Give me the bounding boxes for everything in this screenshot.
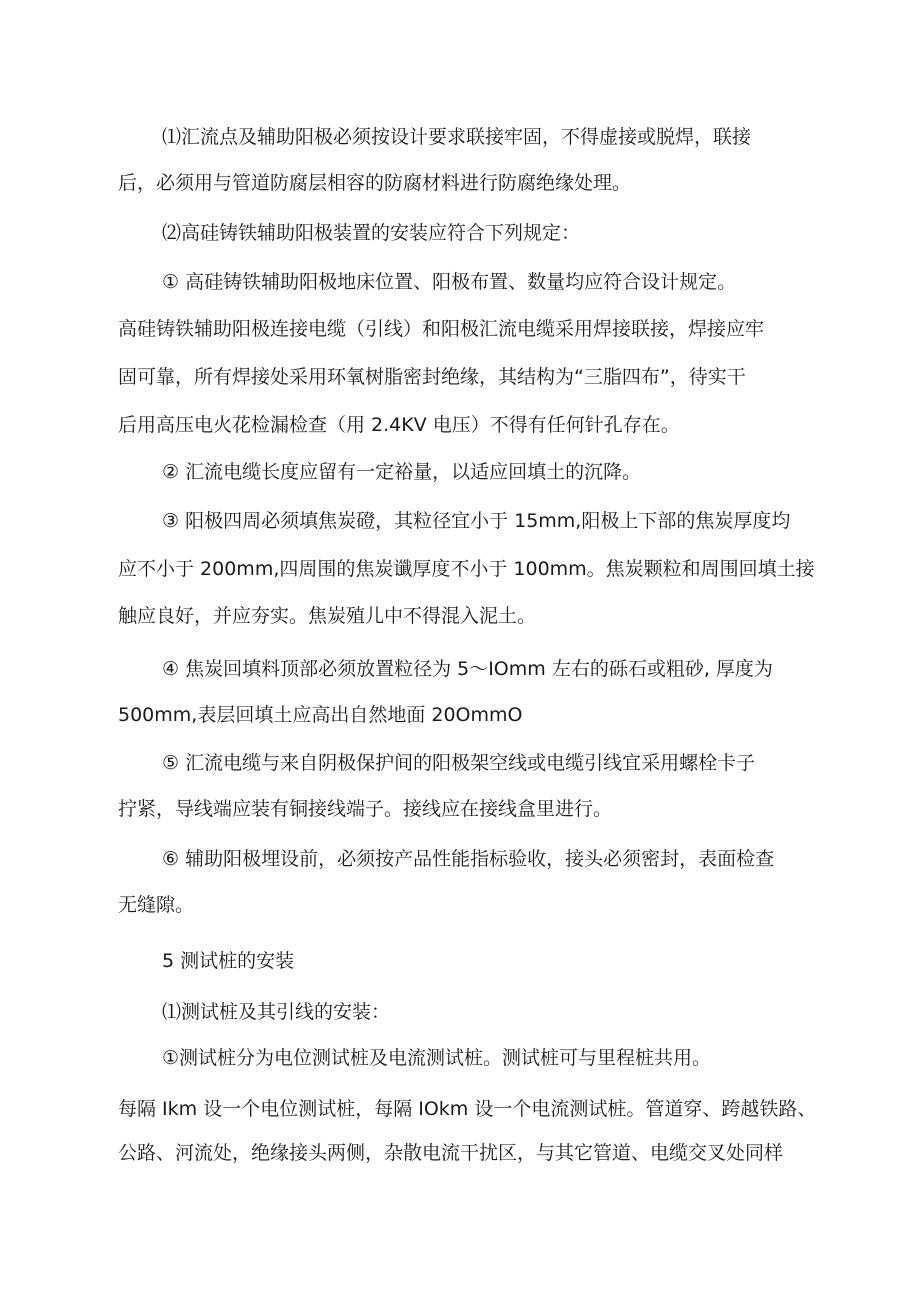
- text-line: 后，必须用与管道防腐层相容的防腐材料进行防腐绝缘处理。: [118, 172, 632, 194]
- section-heading: 5 测试桩的安装: [162, 950, 295, 972]
- text-line: 无缝隙。: [118, 894, 195, 916]
- text-line: 500mm,表层回填土应高出自然地面 20OmmO: [118, 704, 523, 726]
- text-line: ③ 阳极四周必须填焦炭磴，其粒径宜小于 15mm,阳极上下部的焦炭厚度均: [162, 510, 791, 532]
- text-line: 应不小于 200mm,四周围的焦炭谶厚度不小于 100mm。焦炭颗粒和周围回填土接: [118, 558, 815, 580]
- text-line: 触应良好，并应夯实。焦炭殖儿中不得混入泥土。: [118, 605, 537, 627]
- text-line: ② 汇流电缆长度应留有一定裕量，以适应回填土的沉降。: [162, 461, 642, 483]
- text-line: ⑥ 辅助阳极埋设前，必须按产品性能指标验收，接头必须密封，表面检查: [162, 848, 775, 870]
- text-line: ⑴测试桩及其引线的安装：: [162, 1001, 391, 1023]
- text-line: ④ 焦炭回填料顶部必须放置粒径为 5～IOmm 左右的砾石或粗砂, 厚度为: [162, 658, 773, 680]
- text-line: 公路、河流处，绝缘接头两侧，杂散电流干扰区，与其它管道、电缆交叉处同样: [118, 1142, 784, 1164]
- text-line: ⑤ 汇流电缆与来自阴极保护间的阳极架空线或电缆引线宜采用螺栓卡子: [162, 752, 756, 774]
- text-line: 固可靠，所有焊接处采用环氧树脂密封绝缘，其结构为“三脂四布”，待实干: [118, 366, 746, 388]
- text-line: 拧紧，导线端应装有铜接线端子。接线应在接线盒里进行。: [118, 798, 613, 820]
- text-line: 后用高压电火花检漏检查（用 2.4KV 电压）不得有任何针孔存在。: [118, 414, 680, 436]
- text-line: ① 高硅铸铁辅助阳极地床位置、阳极布置、数量均应符合设计规定。: [162, 271, 737, 293]
- text-line: ⑵高硅铸铁辅助阳极装置的安装应符合下列规定：: [162, 222, 581, 244]
- text-line: ①测试桩分为电位测试桩及电流测试桩。测试桩可与里程桩共用。: [162, 1047, 712, 1069]
- text-line: 高硅铸铁辅助阳极连接电缆（引线）和阳极汇流电缆采用焊接联接，焊接应牢: [118, 318, 765, 340]
- text-line: 每隔 Ikm 设一个电位测试桩，每隔 IOkm 设一个电流测试桩。管道穿、跨越铁路、: [118, 1098, 817, 1120]
- text-line: ⑴汇流点及辅助阳极必须按设计要求联接牢固，不得虚接或脱焊，联接: [162, 126, 752, 148]
